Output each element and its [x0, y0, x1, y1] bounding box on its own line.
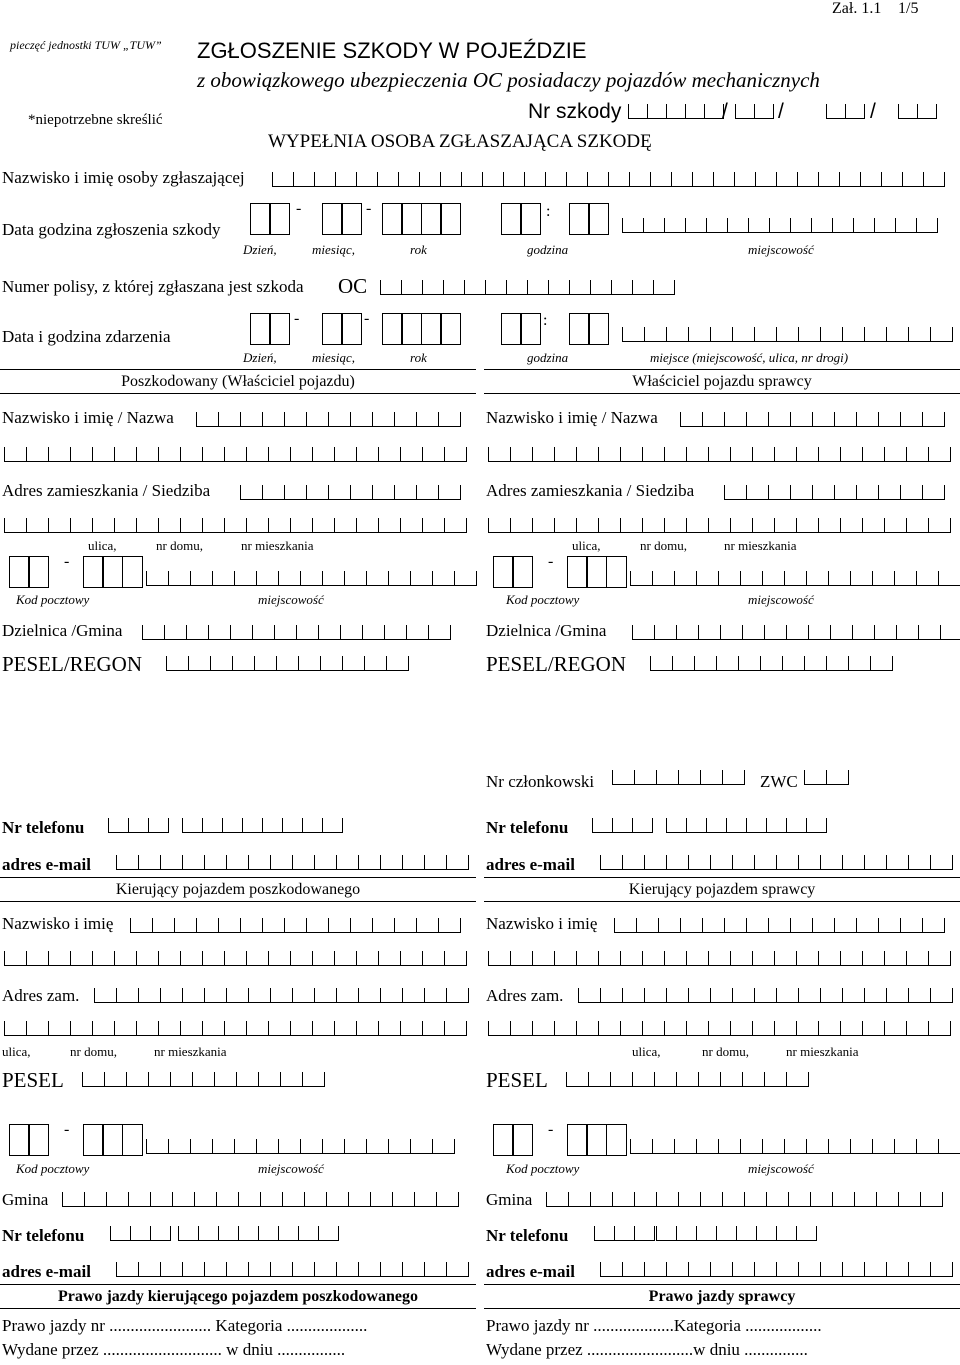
- section-divider: [484, 1284, 960, 1285]
- claim-number-label: Nr szkody: [528, 100, 622, 123]
- caption-postal: Kod pocztowy: [16, 592, 90, 607]
- caption-street: ulica,: [632, 1044, 661, 1059]
- report-day-field[interactable]: [251, 203, 290, 235]
- caption-month: miesiąc,: [312, 242, 355, 257]
- driver-phone-field[interactable]: [178, 1226, 339, 1241]
- caption-street: ulica,: [2, 1044, 31, 1059]
- driver-address-field-2[interactable]: [4, 1021, 467, 1036]
- section-divider: [484, 901, 960, 902]
- colon: :: [546, 203, 551, 220]
- form-subtitle: z obowiązkowego ubezpieczenia OC posiadaczy pojazdów mechanicznych: [197, 68, 820, 92]
- fill-note: WYPEŁNIA OSOBA ZGŁASZAJĄCA SZKODĘ: [268, 131, 652, 152]
- perp-driver-address-field-2[interactable]: [488, 1021, 951, 1036]
- section-divider: [0, 877, 476, 878]
- event-place-field[interactable]: [622, 327, 953, 342]
- annex-number: Zał. 1.1: [832, 0, 882, 17]
- section-divider: [484, 1308, 960, 1309]
- driver-name-field[interactable]: [130, 918, 461, 933]
- victim-phone-field[interactable]: [182, 818, 343, 833]
- reporter-name-label: Nazwisko i imię osoby zgłaszającej: [2, 168, 245, 187]
- section-divider: [484, 393, 960, 394]
- owner-address-label: Adres zamieszkania / Siedziba: [486, 481, 695, 500]
- dash: -: [64, 553, 70, 570]
- report-minute-field[interactable]: [570, 203, 609, 235]
- owner-postal-field-1[interactable]: [494, 556, 533, 588]
- driver-postal-field-1[interactable]: [10, 1124, 49, 1156]
- victim-name-field-2[interactable]: [4, 447, 467, 462]
- caption-flat: nr mieszkania: [241, 538, 314, 553]
- owner-email-label: adres e-mail: [486, 855, 575, 874]
- caption-day: Dzień,: [243, 350, 277, 365]
- dash: -: [548, 553, 554, 570]
- dash: -: [366, 200, 372, 217]
- victim-postal-field-1[interactable]: [10, 556, 49, 588]
- perp-driver-pesel-label: PESEL: [486, 1068, 548, 1092]
- caption-hour: godzina: [527, 350, 569, 365]
- event-year-field[interactable]: [383, 313, 461, 345]
- member-number-label: Nr członkowski: [486, 772, 595, 791]
- section-divider: [484, 877, 960, 878]
- perp-driver-name-field-2[interactable]: [488, 951, 951, 966]
- caption-house: nr domu,: [156, 538, 203, 553]
- page-number: 1/5: [898, 0, 919, 17]
- perp-license-number-line[interactable]: Prawo jazdy nr ...................Kategoria ..................: [486, 1316, 822, 1335]
- victim-address-field[interactable]: [240, 485, 461, 500]
- owner-email-field[interactable]: [600, 855, 953, 870]
- section-divider: [484, 369, 960, 370]
- owner-postal-field-2[interactable]: [568, 556, 627, 588]
- section-driver-title: Kierujący pojazdem poszkodowanego: [115, 881, 361, 898]
- caption-city: miejscowość: [748, 1161, 814, 1176]
- dash: -: [64, 1121, 70, 1138]
- victim-district-label: Dzielnica /Gmina: [2, 621, 123, 640]
- perp-driver-name-label: Nazwisko i imię: [486, 914, 598, 933]
- caption-year: rok: [410, 242, 427, 257]
- policy-label: Numer polisy, z której zgłaszana jest szkoda: [2, 277, 304, 296]
- victim-pesel-field[interactable]: [166, 656, 409, 671]
- license-issued-line[interactable]: Wydane przez ............................ w dniu ................: [2, 1340, 346, 1359]
- perp-driver-pesel-field[interactable]: [566, 1072, 809, 1087]
- dash: -: [294, 310, 300, 327]
- strike-note: *niepotrzebne skreślić: [28, 112, 163, 128]
- driver-email-label: adres e-mail: [2, 1262, 91, 1281]
- victim-name-field[interactable]: [196, 412, 461, 427]
- policy-number-field[interactable]: [380, 280, 675, 295]
- driver-city-field[interactable]: [146, 1139, 455, 1154]
- victim-district-field[interactable]: [142, 625, 451, 640]
- section-divider: [0, 393, 476, 394]
- caption-flat: nr mieszkania: [154, 1044, 227, 1059]
- owner-district-label: Dzielnica /Gmina: [486, 621, 607, 640]
- claim-number-year-field[interactable]: [735, 104, 774, 119]
- perp-driver-email-field[interactable]: [600, 1262, 953, 1277]
- victim-phone-label: Nr telefonu: [2, 818, 85, 837]
- claim-number-code-field[interactable]: [826, 104, 865, 119]
- driver-phone-label: Nr telefonu: [2, 1226, 85, 1245]
- event-minute-field[interactable]: [570, 313, 609, 345]
- owner-name-field-2[interactable]: [488, 447, 951, 462]
- policy-oc-label: OC: [338, 274, 368, 298]
- event-date-label: Data i godzina zdarzenia: [2, 327, 171, 346]
- caption-house: nr domu,: [640, 538, 687, 553]
- dash: -: [364, 310, 370, 327]
- perp-driver-phone-prefix-field[interactable]: [594, 1226, 655, 1241]
- section-divider: [0, 1284, 476, 1285]
- caption-street: ulica,: [88, 538, 117, 553]
- caption-house: nr domu,: [702, 1044, 749, 1059]
- caption-hour: godzina: [527, 242, 569, 257]
- perp-driver-gmina-field[interactable]: [546, 1192, 943, 1207]
- caption-day: Dzień,: [243, 242, 277, 257]
- section-perp-license-title: Prawo jazdy sprawcy: [648, 1288, 796, 1305]
- owner-address-field-2[interactable]: [488, 518, 951, 533]
- claim-number-field[interactable]: [628, 104, 724, 119]
- zwc-field[interactable]: [804, 770, 849, 785]
- perp-driver-email-label: adres e-mail: [486, 1262, 575, 1281]
- dash: -: [548, 1121, 554, 1138]
- colon: :: [543, 312, 548, 329]
- victim-address-field-2[interactable]: [4, 518, 467, 533]
- report-city-field[interactable]: [622, 218, 938, 233]
- owner-name-field[interactable]: [680, 412, 945, 427]
- caption-postal: Kod pocztowy: [506, 1161, 580, 1176]
- claim-separator: /: [722, 100, 728, 123]
- caption-flat: nr mieszkania: [786, 1044, 859, 1059]
- perp-driver-address-field[interactable]: [578, 988, 953, 1003]
- driver-phone-prefix-field[interactable]: [110, 1226, 171, 1241]
- victim-phone-prefix-field[interactable]: [108, 818, 169, 833]
- perp-driver-address-label: Adres zam.: [486, 986, 564, 1005]
- owner-pesel-field[interactable]: [650, 656, 893, 671]
- owner-phone-field[interactable]: [666, 818, 827, 833]
- claim-separator-2: /: [778, 100, 784, 123]
- zwc-label: ZWC: [760, 772, 798, 791]
- caption-postal: Kod pocztowy: [506, 592, 580, 607]
- caption-postal: Kod pocztowy: [16, 1161, 90, 1176]
- driver-email-field[interactable]: [116, 1262, 469, 1277]
- caption-street: ulica,: [572, 538, 601, 553]
- driver-address-field[interactable]: [94, 988, 469, 1003]
- section-divider: [0, 901, 476, 902]
- section-owner-title: Właściciel pojazdu sprawcy: [632, 373, 812, 390]
- caption-month: miesiąc,: [312, 350, 355, 365]
- license-number-line[interactable]: Prawo jazdy nr ........................ Kategoria ...................: [2, 1316, 368, 1335]
- owner-district-field[interactable]: [632, 625, 960, 640]
- dash: -: [296, 200, 302, 217]
- caption-place: miejsce (miejscowość, ulica, nr drogi): [650, 350, 849, 365]
- perp-driver-postal-field-1[interactable]: [494, 1124, 533, 1156]
- victim-postal-field-2[interactable]: [84, 556, 143, 588]
- owner-phone-prefix-field[interactable]: [592, 818, 653, 833]
- driver-gmina-field[interactable]: [62, 1192, 459, 1207]
- report-month-field[interactable]: [323, 203, 362, 235]
- reporter-name-field[interactable]: [272, 172, 945, 187]
- perp-driver-postal-field-2[interactable]: [568, 1124, 627, 1156]
- perp-driver-name-field[interactable]: [614, 918, 945, 933]
- member-number-field[interactable]: [612, 770, 745, 785]
- victim-city-field[interactable]: [146, 571, 477, 586]
- stamp-placeholder: pieczęć jednostki TUW „TUW”: [10, 38, 162, 52]
- driver-name-label: Nazwisko i imię: [2, 914, 114, 933]
- perp-driver-city-field[interactable]: [630, 1139, 960, 1154]
- event-hour-field[interactable]: [502, 313, 541, 345]
- driver-name-field-2[interactable]: [4, 951, 467, 966]
- victim-pesel-label: PESEL/REGON: [2, 652, 143, 676]
- section-license-title: Prawo jazdy kierującego pojazdem poszkodowanego: [58, 1288, 418, 1305]
- driver-gmina-label: Gmina: [2, 1190, 49, 1209]
- owner-address-field[interactable]: [724, 485, 945, 500]
- owner-pesel-label: PESEL/REGON: [486, 652, 627, 676]
- section-perp-driver-title: Kierujący pojazdem sprawcy: [628, 881, 816, 898]
- driver-pesel-label: PESEL: [2, 1068, 64, 1092]
- caption-house: nr domu,: [70, 1044, 117, 1059]
- report-date-label: Data godzina zgłoszenia szkody: [2, 220, 221, 239]
- caption-city: miejscowość: [748, 242, 814, 257]
- driver-pesel-field[interactable]: [82, 1072, 325, 1087]
- driver-address-label: Adres zam.: [2, 986, 80, 1005]
- caption-city: miejscowość: [748, 592, 814, 607]
- section-divider: [0, 1308, 476, 1309]
- report-year-field[interactable]: [383, 203, 461, 235]
- claim-separator-3: /: [870, 100, 876, 123]
- form-title: ZGŁOSZENIE SZKODY W POJEŹDZIE: [197, 38, 587, 63]
- caption-flat: nr mieszkania: [724, 538, 797, 553]
- event-day-field[interactable]: [251, 313, 290, 345]
- report-hour-field[interactable]: [502, 203, 541, 235]
- driver-postal-field-2[interactable]: [84, 1124, 143, 1156]
- owner-name-label: Nazwisko i imię / Nazwa: [486, 408, 658, 427]
- perp-driver-gmina-label: Gmina: [486, 1190, 533, 1209]
- section-victim-title: Poszkodowany (Właściciel pojazdu): [121, 373, 355, 390]
- victim-email-field[interactable]: [116, 855, 469, 870]
- caption-city: miejscowość: [258, 1161, 324, 1176]
- claim-number-suffix-field[interactable]: [898, 104, 937, 119]
- perp-driver-phone-label: Nr telefonu: [486, 1226, 569, 1245]
- section-divider: [0, 369, 476, 370]
- victim-address-label: Adres zamieszkania / Siedziba: [2, 481, 211, 500]
- victim-email-label: adres e-mail: [2, 855, 91, 874]
- victim-name-label: Nazwisko i imię / Nazwa: [2, 408, 174, 427]
- perp-license-issued-line[interactable]: Wydane przez .........................w dniu ...............: [486, 1340, 808, 1359]
- caption-year: rok: [410, 350, 427, 365]
- owner-city-field[interactable]: [630, 571, 960, 586]
- perp-driver-phone-field[interactable]: [656, 1226, 817, 1241]
- event-month-field[interactable]: [323, 313, 362, 345]
- caption-city: miejscowość: [258, 592, 324, 607]
- owner-phone-label: Nr telefonu: [486, 818, 569, 837]
